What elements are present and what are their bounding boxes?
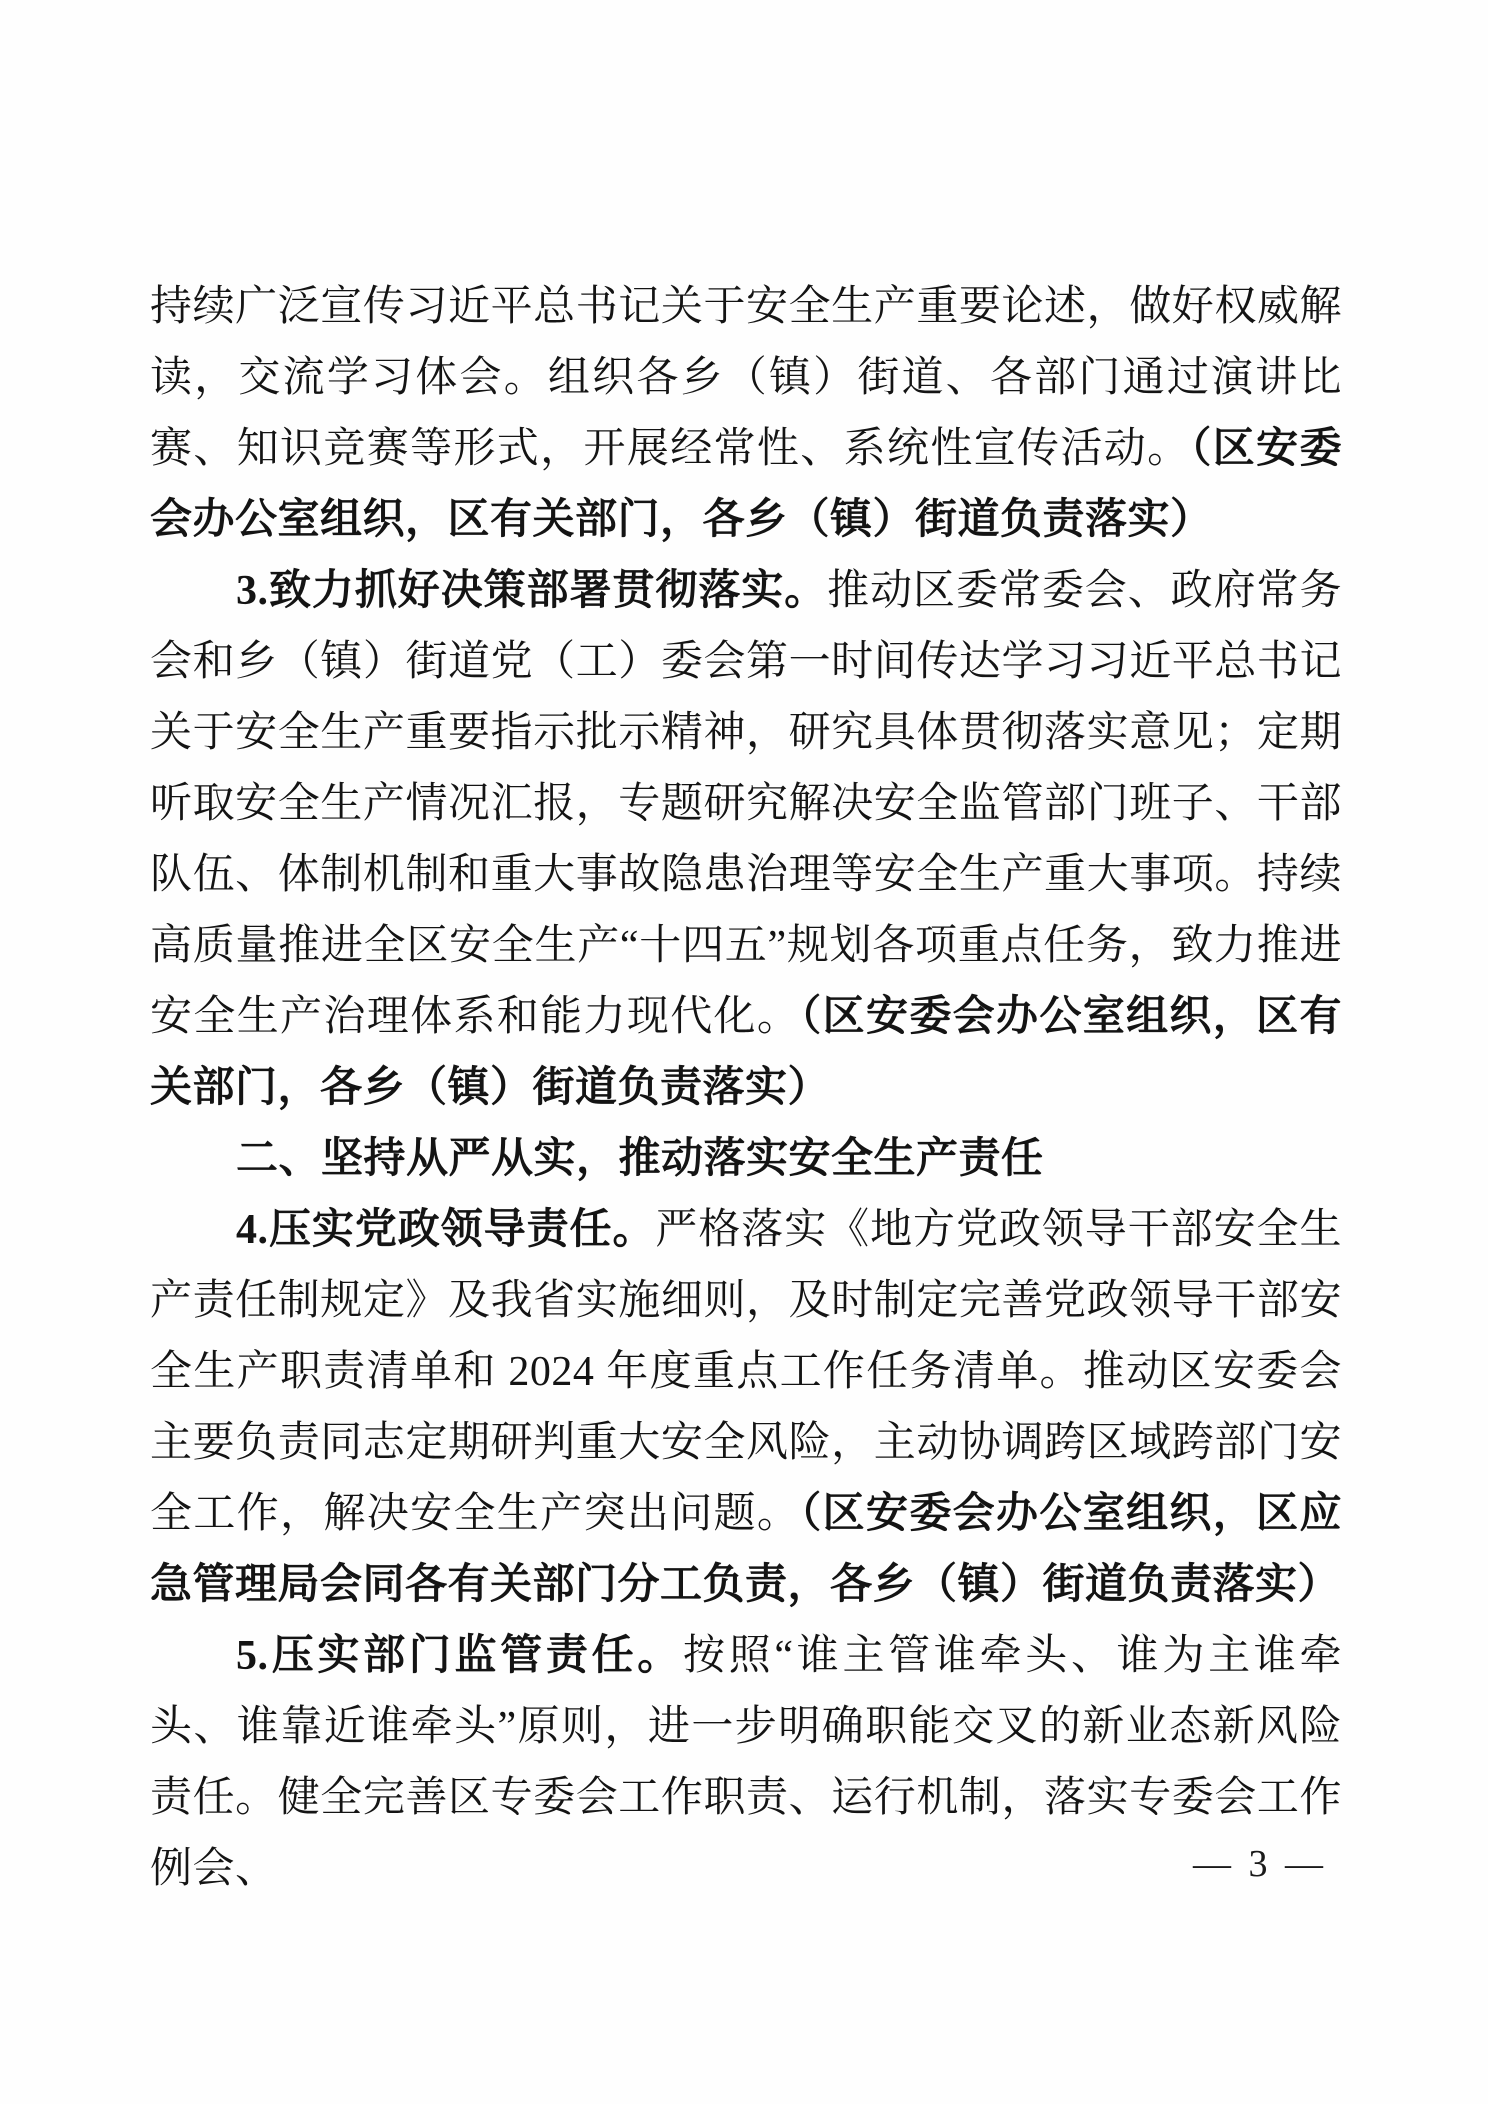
text-run-bold: 3.致力抓好决策部署贯彻落实。	[236, 568, 828, 614]
text-run: 持续广泛宣传习近平总书记关于安全生产重要论述，做好权威解读，交流学习体会。组织各乡（镇）街道、各部门通过演讲比赛、知识竞赛等形式，开展经常性、系统性宣传活动。	[150, 284, 1342, 472]
text-run: 严格落实《地方党政领导干部安全生产责任制规定》及我省实施细则，及时制定完善党政领导干部安全生产职责清单和 2024 年度重点工作任务清单。推动区安委会主要负责同志定期研判重大安全风险，主动协调跨区域跨部门安全工作，解决安全生产突出问题。	[150, 1207, 1342, 1537]
paragraph	[150, 556, 1342, 1124]
text-run: 按照“谁主管谁牵头、谁为主谁牵头、谁靠近谁牵头”原则，进一步明确职能交叉的新业态新风险责任。健全完善区专委会工作职责、运行机制，落实专委会工作例会、	[150, 1633, 1342, 1892]
text-run: 推动区委常委会、政府常务会和乡（镇）街道党（工）委会第一时间传达学习习近平总书记关于安全生产重要指示批示精神，研究具体贯彻落实意见；定期听取安全生产情况汇报，专题研究解决安全监管部门班子、干部队伍、体制机制和重大事故隐患治理等安全生产重大事项。持续高质量推进全区安全生产“十四五”规划各项重点任务，致力推进安全生产治理体系和能力现代化。	[150, 568, 1342, 1040]
document-body	[150, 272, 1342, 1905]
text-run-bold: （区安委会办公室组织，区有关部门，各乡（镇）街道负责落实）	[150, 426, 1342, 543]
text-run-bold: 5.压实部门监管责任。	[236, 1633, 684, 1679]
text-run-bold: （区安委会办公室组织，区应急管理局会同各有关部门分工负责，各乡（镇）街道负责落实）	[150, 1491, 1342, 1608]
paragraph	[150, 272, 1342, 556]
text-run-bold: （区安委会办公室组织，区有关部门，各乡（镇）街道负责落实）	[150, 994, 1342, 1111]
section-heading	[150, 1124, 1342, 1195]
paragraph	[150, 1195, 1342, 1621]
text-run-bold: 二、坚持从严从实，推动落实安全生产责任	[236, 1136, 1044, 1182]
text-run-bold: 4.压实党政领导责任。	[236, 1207, 656, 1253]
page-number: — 3 —	[1193, 1843, 1327, 1885]
